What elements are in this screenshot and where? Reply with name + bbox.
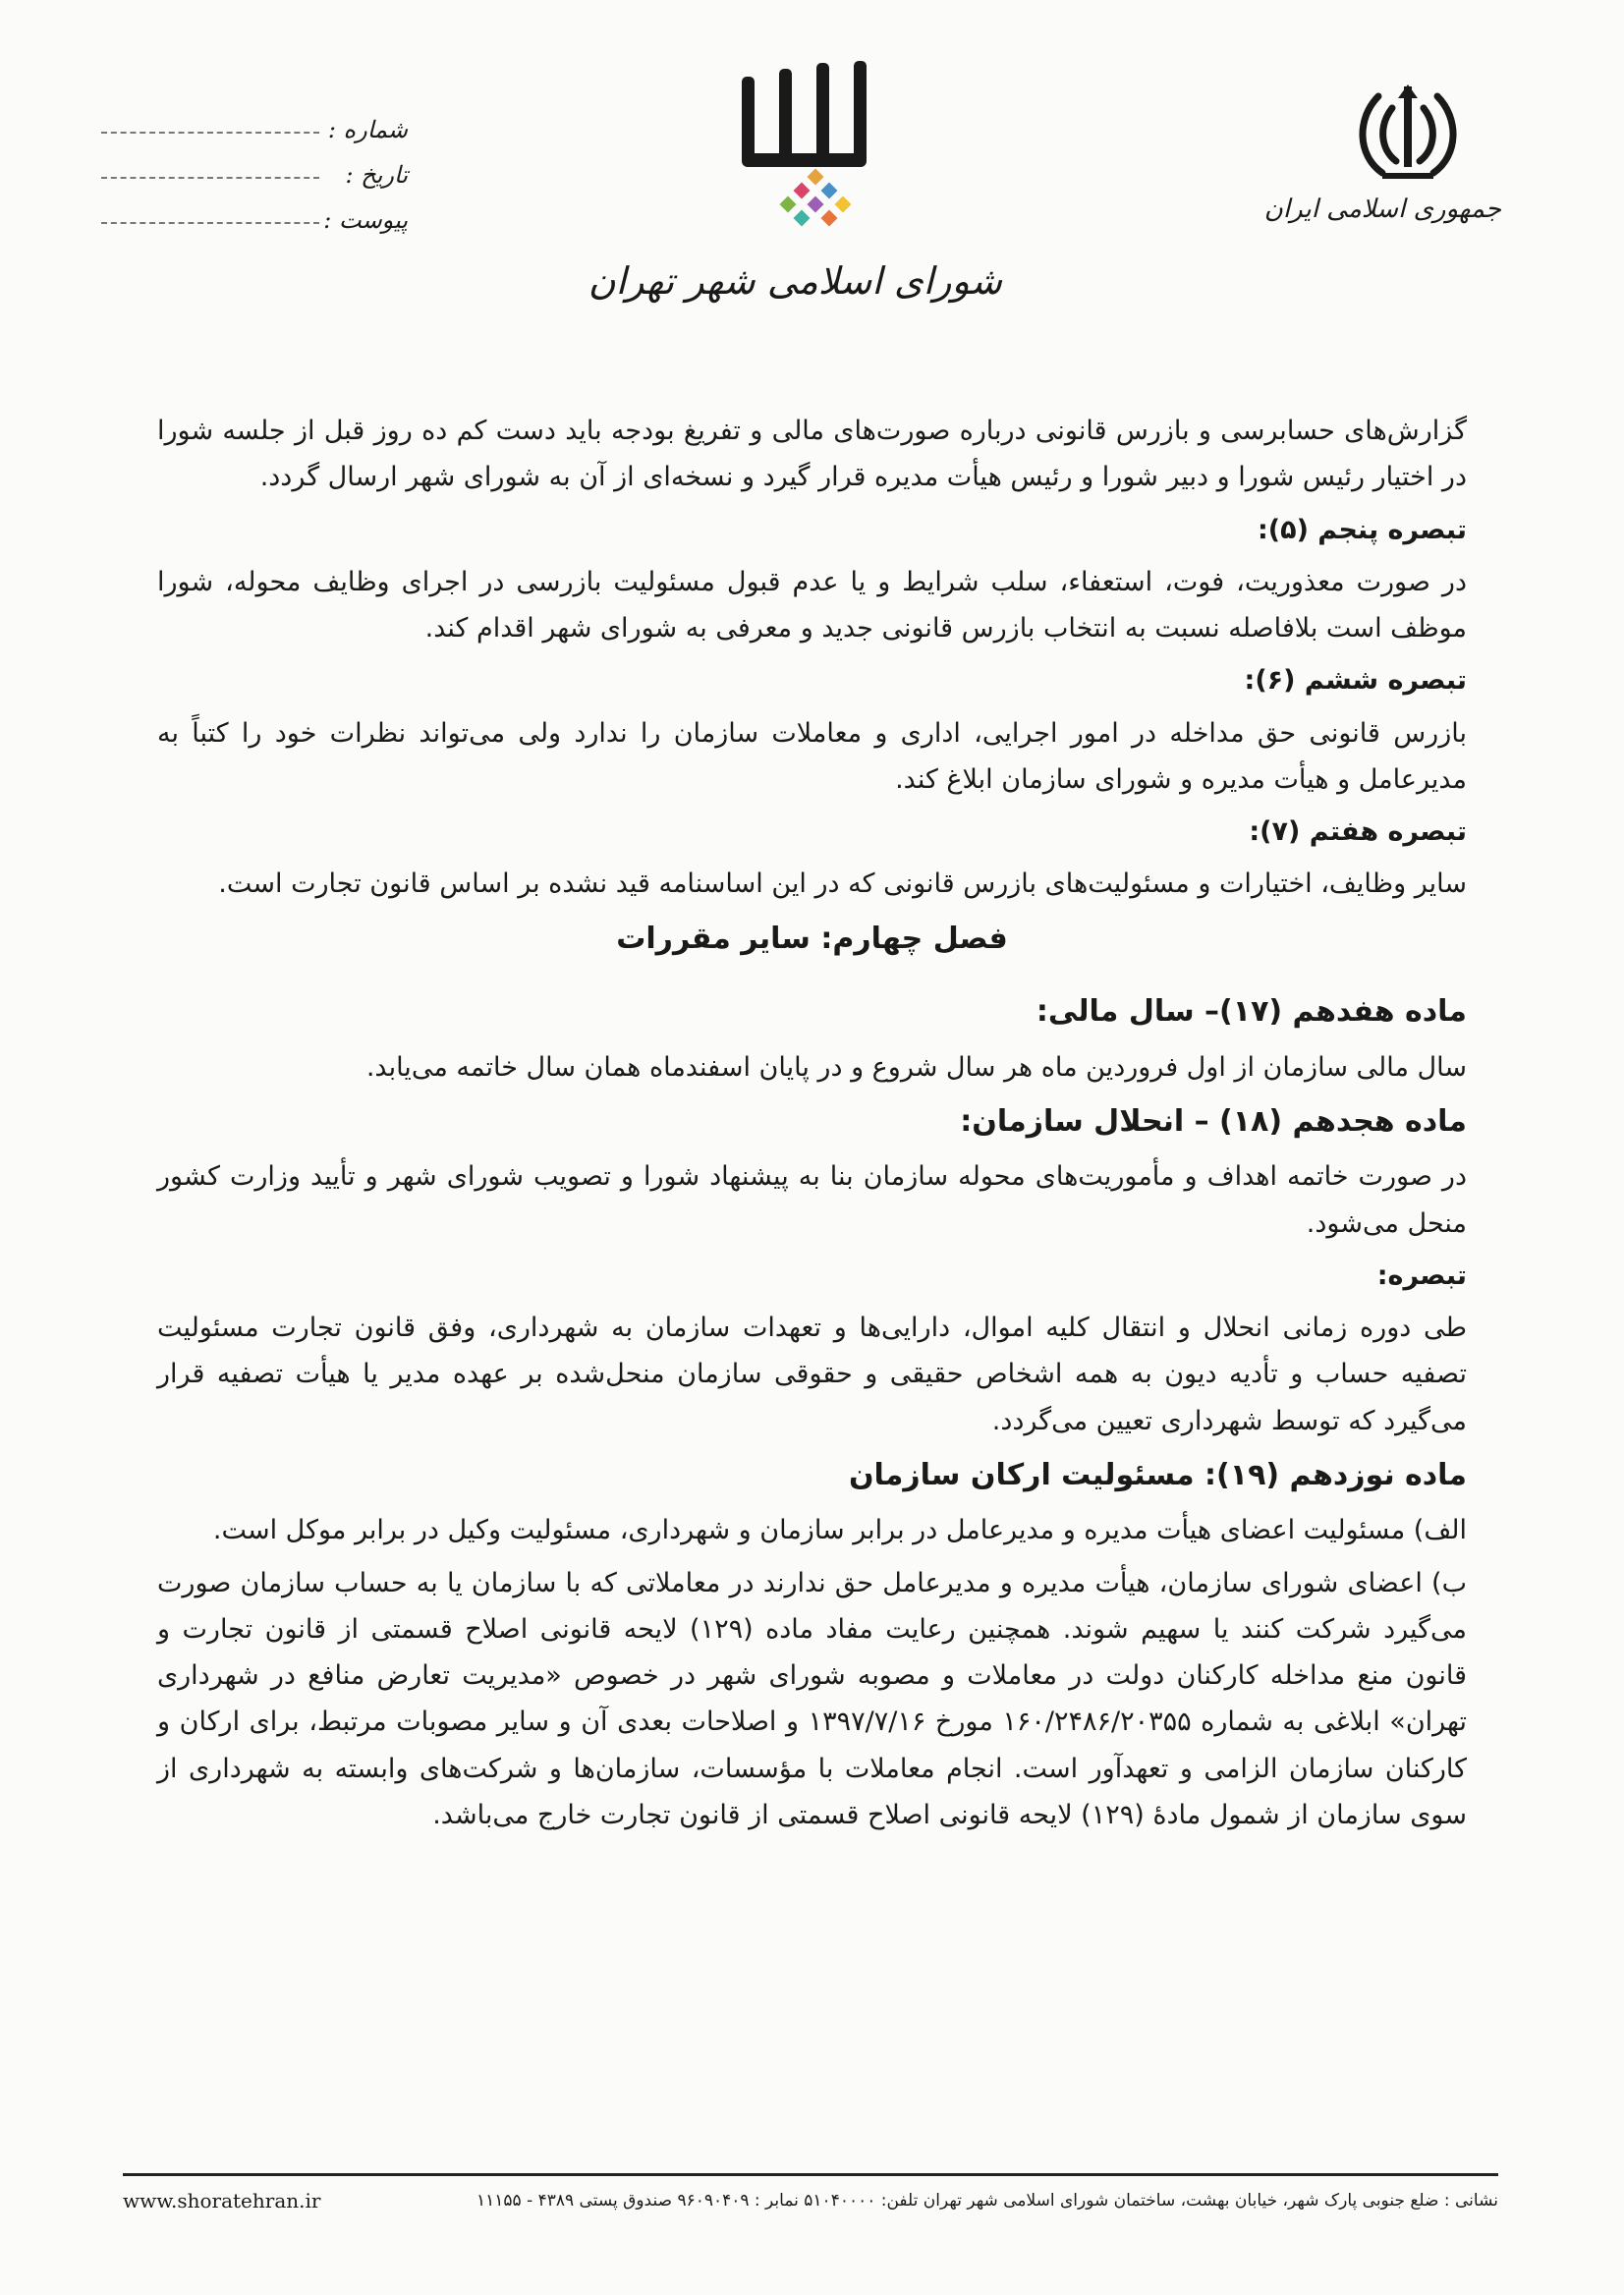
council-caption: شورای اسلامی شهر تهران <box>588 259 1002 303</box>
article-18-note-heading: تبصره: <box>1376 1259 1467 1291</box>
iran-emblem-block <box>1263 79 1501 224</box>
logo-color-cell <box>780 196 797 213</box>
logo-color-cell <box>808 169 824 186</box>
field-attachment-label: پیوست : <box>323 206 408 234</box>
document-body <box>157 408 1467 1844</box>
article-19-clause-b: ب) اعضای شورای سازمان، هیأت مدیره و مدیرعامل حق ندارند در معاملاتی که با سازمان یا به حساب سازمان صورت می‌گیرد شرکت کنند یا سهیم شوند. همچنین رعایت مفاد ماده (۱۲۹) لایحه قانونی اصلاح قسمتی از قانون تجارت و قانون منع مداخله کارکنان دولت در معاملات و مصوبه شورای شهر در خصوص «مدیریت تعارض منافع در شهرداری تهران» ابلاغی به شماره ۱۶۰/۲۴۸۶/۲۰۳۵۵ مورخ ۱۳۹۷/۷/۱۶ و اصلاحات بعدی آن و سایر مصوبات مرتبط، برای ارکان و کارکنان سازمان الزامی و تعهدآور است. انجام معاملات با مؤسسات، سازمان‌ها و شرکت‌های وابسته به شهرداری از سوی سازمان از شمول مادهٔ (۱۲۹) لایحه قانونی اصلاح قسمتی از قانون تجارت خارج می‌باشد. <box>157 1567 1468 1830</box>
field-number-label: شماره : <box>327 116 408 143</box>
note-5-heading: تبصره پنجم (۵): <box>1257 514 1467 545</box>
note-6-text: بازرس قانونی حق مداخله در امور اجرایی، اداری و معاملات سازمان را ندارد ولی می‌تواند نظرات خود را کتباً به مدیرعامل و هیأت مدیره و شورای سازمان ابلاغ کند. <box>157 717 1467 795</box>
field-date-line <box>101 175 319 179</box>
note-6-heading: تبصره ششم (۶): <box>1244 665 1467 697</box>
field-date-label: تاریخ : <box>345 161 408 189</box>
footer-divider <box>123 2173 1498 2176</box>
logo-color-cell <box>835 196 852 213</box>
field-attachment <box>93 189 408 234</box>
reference-fields <box>93 98 408 234</box>
footer <box>123 2189 1498 2212</box>
article-18-note-text: طی دوره زمانی انحلال و انتقال کلیه اموال، دارایی‌ها و تعهدات سازمان به شهرداری، وفق قانون تجارت مسئولیت تصفیه حساب و تأدیه دیون به همه اشخاص حقیقی و حقوقی سازمان منحل‌شده بر عهده مدیر یا هیأت تصفیه قرار می‌گیرد که توسط شهرداری تعیین می‌گردد. <box>157 1313 1467 1436</box>
letterhead <box>0 0 1624 354</box>
note-7-heading: تبصره هفتم (۷): <box>1249 816 1467 847</box>
logo-color-cell <box>821 210 838 227</box>
emblem-caption: جمهوری اسلامی ایران <box>1263 195 1501 224</box>
article-17-text: سال مالی سازمان از اول فروردین ماه هر سال شروع و در پایان اسفندماه همان سال خاتمه می‌یابد. <box>365 1051 1467 1083</box>
field-attachment-line <box>101 220 319 224</box>
logo-color-cell <box>821 183 838 199</box>
field-date <box>93 143 408 189</box>
paragraph-audit-reports: گزارش‌های حسابرسی و بازرس قانونی درباره صورت‌های مالی و تفریغ بودجه باید دست کم ده روز قبل از جلسه شورا در اختیار رئیس شورا و دبیر شورا و رئیس هیأت مدیره قرار گیرد و نسخه‌ای از آن به شورای شهر ارسال گردد. <box>157 416 1467 493</box>
iran-emblem-icon <box>1349 79 1467 187</box>
logo-color-cell <box>794 210 811 227</box>
chapter-4-heading: فصل چهارم: سایر مقررات <box>616 921 1008 956</box>
council-logo-icon <box>722 59 909 255</box>
article-19-heading: ماده نوزدهم (۱۹): مسئولیت ارکان سازمان <box>848 1457 1467 1492</box>
article-18-heading: ماده هجدهم (۱۸) – انحلال سازمان: <box>960 1103 1467 1139</box>
logo-color-cell <box>794 183 811 199</box>
footer-address: نشانی : ضلع جنوبی پارک شهر، خیابان بهشت، ساختمان شورای اسلامی شهر تهران تلفن: ۵۱۰۴۰۰۰۰ نمابر : ۹۶۰۹۰۴۰۹ صندوق پستی ۴۳۸۹ - ۱۱۱۵۵ <box>476 2191 1498 2211</box>
article-19-clause-a: الف) مسئولیت اعضای هیأت مدیره و مدیرعامل در برابر سازمان و شهرداری، مسئولیت وکیل در برابر موکل است. <box>212 1515 1467 1546</box>
note-7-text: سایر وظایف، اختیارات و مسئولیت‌های بازرس قانونی که در این اساسنامه قید نشده بر اساس قانون تجارت است. <box>218 868 1467 900</box>
field-number <box>93 98 408 143</box>
article-17-heading: ماده هفدهم (۱۷)– سال مالی: <box>1036 994 1467 1029</box>
logo-color-cell <box>808 196 824 213</box>
footer-website-link[interactable]: www.shoratehran.ir <box>123 2189 321 2212</box>
note-5-text: در صورت معذوریت، فوت، استعفاء، سلب شرایط و یا عدم قبول مسئولیت بازرسی در اجرای وظایف محوله، شورا موظف است بلافاصله نسبت به انتخاب بازرس قانونی جدید و معرفی به شورای شهر اقدام کند. <box>157 566 1467 644</box>
field-number-line <box>101 130 319 134</box>
article-18-text: در صورت خاتمه اهداف و مأموریت‌های محوله سازمان بنا به پیشنهاد شورا و تصویب شورای شهر و تأیید وزارت کشور منحل می‌شود. <box>157 1161 1467 1239</box>
council-logo-block <box>588 59 1002 303</box>
